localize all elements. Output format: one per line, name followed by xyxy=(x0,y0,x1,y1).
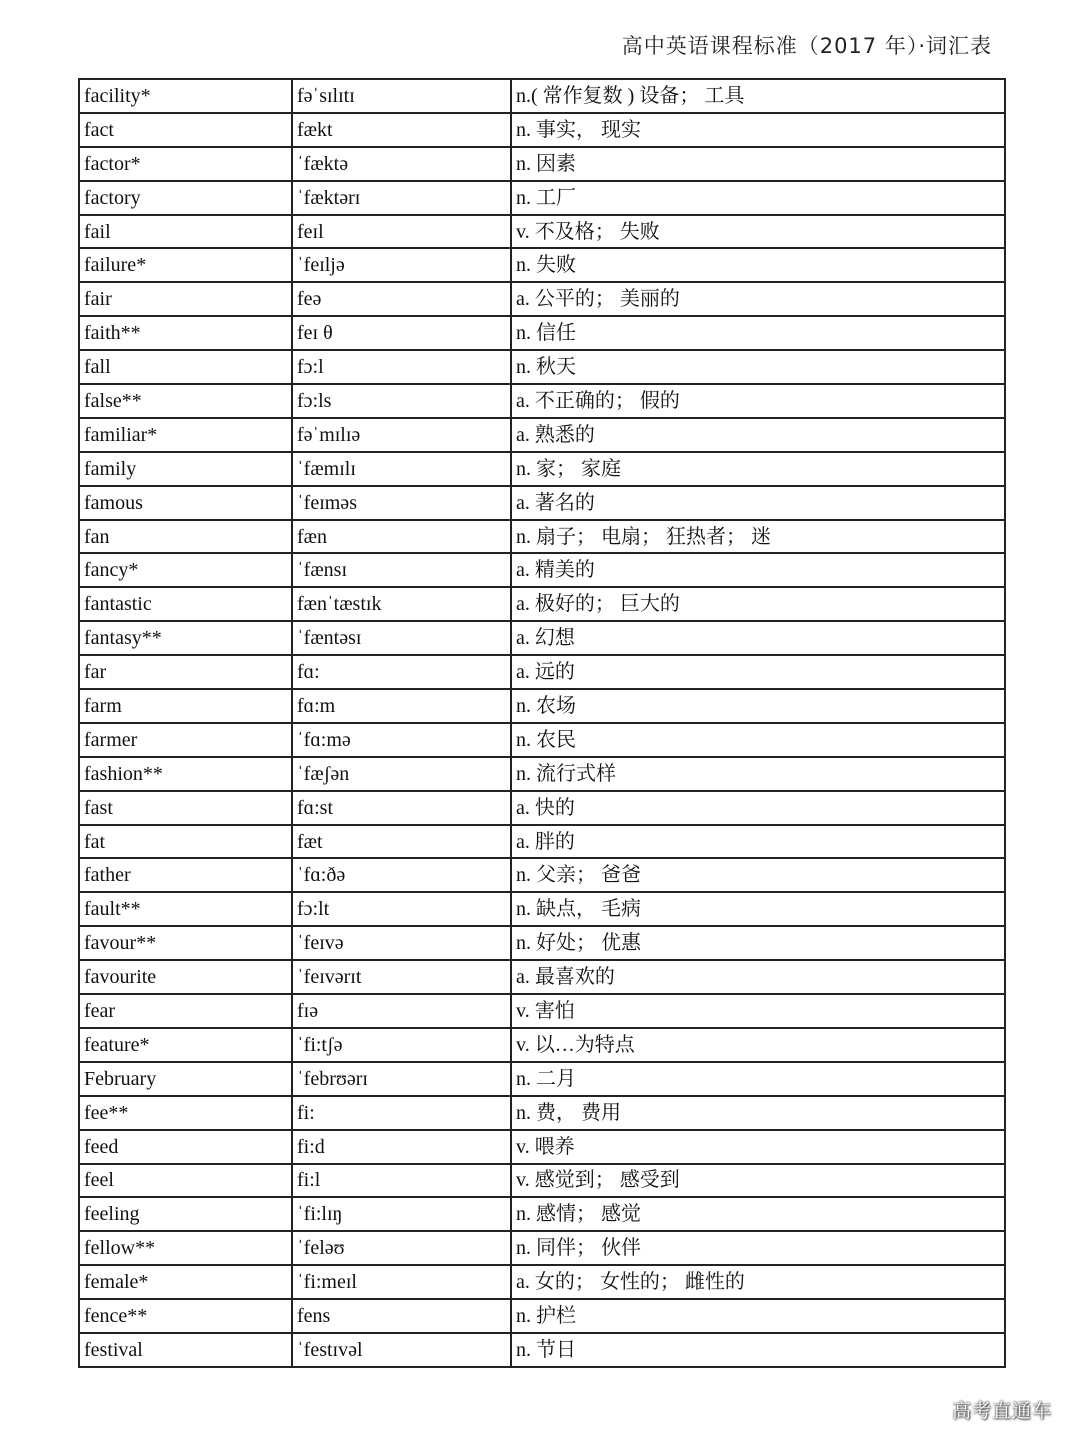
phonetic-cell: fi:l xyxy=(292,1164,511,1198)
word-cell: feed xyxy=(79,1130,292,1164)
word-cell: fact xyxy=(79,113,292,147)
phonetic-cell: ˈfæktə xyxy=(292,147,511,181)
table-row xyxy=(79,1062,1005,1096)
phonetic-cell: fæt xyxy=(292,825,511,859)
meaning-cell: n. 节日 xyxy=(511,1333,1005,1367)
phonetic-cell: ˈfestɪvəl xyxy=(292,1333,511,1367)
table-row xyxy=(79,553,1005,587)
table-row xyxy=(79,147,1005,181)
watermark-text: 高考直通车 xyxy=(951,1400,1052,1422)
phonetic-cell: fi:d xyxy=(292,1130,511,1164)
word-cell: far xyxy=(79,655,292,689)
meaning-cell: n. 好处； 优惠 xyxy=(511,926,1005,960)
phonetic-cell: feɪl xyxy=(292,215,511,249)
phonetic-cell: fɔ:l xyxy=(292,350,511,384)
word-cell: feeling xyxy=(79,1197,292,1231)
word-cell: factor* xyxy=(79,147,292,181)
table-row xyxy=(79,215,1005,249)
meaning-cell: n. 护栏 xyxy=(511,1299,1005,1333)
meaning-cell: a. 胖的 xyxy=(511,825,1005,859)
table-row xyxy=(79,350,1005,384)
phonetic-cell: ˈfi:lɪŋ xyxy=(292,1197,511,1231)
word-cell: fantastic xyxy=(79,587,292,621)
word-cell: feature* xyxy=(79,1028,292,1062)
table-row xyxy=(79,994,1005,1028)
table-row xyxy=(79,1265,1005,1299)
table-row xyxy=(79,418,1005,452)
meaning-cell: n. 家； 家庭 xyxy=(511,452,1005,486)
phonetic-cell: fæn xyxy=(292,520,511,554)
phonetic-cell: ˈfæktərɪ xyxy=(292,181,511,215)
meaning-cell: n. 费， 费用 xyxy=(511,1096,1005,1130)
meaning-cell: a. 女的； 女性的； 雌性的 xyxy=(511,1265,1005,1299)
meaning-cell: a. 快的 xyxy=(511,791,1005,825)
word-cell: fast xyxy=(79,791,292,825)
meaning-cell: a. 著名的 xyxy=(511,486,1005,520)
word-cell: fancy* xyxy=(79,553,292,587)
table-row xyxy=(79,960,1005,994)
phonetic-cell: fɑ:st xyxy=(292,791,511,825)
meaning-cell: n. 同伴； 伙伴 xyxy=(511,1231,1005,1265)
word-cell: February xyxy=(79,1062,292,1096)
meaning-cell: n. 感情； 感觉 xyxy=(511,1197,1005,1231)
meaning-cell: n. 因素 xyxy=(511,147,1005,181)
vocabulary-table-body xyxy=(79,79,1005,1367)
table-row xyxy=(79,723,1005,757)
table-row xyxy=(79,1197,1005,1231)
word-cell: facility* xyxy=(79,79,292,113)
phonetic-cell: fəˈmɪlɪə xyxy=(292,418,511,452)
meaning-cell: n. 农场 xyxy=(511,689,1005,723)
word-cell: faith** xyxy=(79,316,292,350)
phonetic-cell: fækt xyxy=(292,113,511,147)
table-row xyxy=(79,1299,1005,1333)
phonetic-cell: fɔ:ls xyxy=(292,384,511,418)
word-cell: fail xyxy=(79,215,292,249)
word-cell: festival xyxy=(79,1333,292,1367)
meaning-cell: v. 以…为特点 xyxy=(511,1028,1005,1062)
word-cell: factory xyxy=(79,181,292,215)
table-row xyxy=(79,520,1005,554)
meaning-cell: n. 农民 xyxy=(511,723,1005,757)
phonetic-cell: ˈfebrʊərɪ xyxy=(292,1062,511,1096)
word-cell: fence** xyxy=(79,1299,292,1333)
table-row xyxy=(79,791,1005,825)
phonetic-cell: ˈfæmɪlɪ xyxy=(292,452,511,486)
word-cell: fear xyxy=(79,994,292,1028)
word-cell: family xyxy=(79,452,292,486)
table-row xyxy=(79,452,1005,486)
table-row xyxy=(79,181,1005,215)
meaning-cell: a. 极好的； 巨大的 xyxy=(511,587,1005,621)
word-cell: fault** xyxy=(79,892,292,926)
table-row xyxy=(79,282,1005,316)
phonetic-cell: fɔ:lt xyxy=(292,892,511,926)
phonetic-cell: ˈfeɪvərɪt xyxy=(292,960,511,994)
word-cell: farm xyxy=(79,689,292,723)
meaning-cell: n. 失败 xyxy=(511,248,1005,282)
table-row xyxy=(79,757,1005,791)
word-cell: famous xyxy=(79,486,292,520)
phonetic-cell: ˈfeləʊ xyxy=(292,1231,511,1265)
word-cell: fan xyxy=(79,520,292,554)
word-cell: favourite xyxy=(79,960,292,994)
meaning-cell: v. 感觉到； 感受到 xyxy=(511,1164,1005,1198)
table-row xyxy=(79,1164,1005,1198)
phonetic-cell: ˈfeɪljə xyxy=(292,248,511,282)
table-row xyxy=(79,79,1005,113)
phonetic-cell: fænˈtæstɪk xyxy=(292,587,511,621)
phonetic-cell: ˈfi:tʃə xyxy=(292,1028,511,1062)
table-row xyxy=(79,689,1005,723)
phonetic-cell: ˈfæʃən xyxy=(292,757,511,791)
table-row xyxy=(79,825,1005,859)
phonetic-cell: ˈfi:meɪl xyxy=(292,1265,511,1299)
table-row xyxy=(79,486,1005,520)
word-cell: female* xyxy=(79,1265,292,1299)
phonetic-cell: fɪə xyxy=(292,994,511,1028)
meaning-cell: n. 扇子； 电扇； 狂热者； 迷 xyxy=(511,520,1005,554)
word-cell: familiar* xyxy=(79,418,292,452)
page-header-title: 高中英语课程标准（2017 年）·词汇表 xyxy=(621,34,992,58)
table-row xyxy=(79,1028,1005,1062)
phonetic-cell: fi: xyxy=(292,1096,511,1130)
phonetic-cell: fɑ:m xyxy=(292,689,511,723)
word-cell: fall xyxy=(79,350,292,384)
word-cell: fat xyxy=(79,825,292,859)
table-row xyxy=(79,384,1005,418)
word-cell: farmer xyxy=(79,723,292,757)
table-row xyxy=(79,655,1005,689)
word-cell: failure* xyxy=(79,248,292,282)
phonetic-cell: feə xyxy=(292,282,511,316)
phonetic-cell: feɪ θ xyxy=(292,316,511,350)
word-cell: feel xyxy=(79,1164,292,1198)
phonetic-cell: fəˈsɪlɪtɪ xyxy=(292,79,511,113)
phonetic-cell: ˈfeɪməs xyxy=(292,486,511,520)
table-row xyxy=(79,858,1005,892)
meaning-cell: a. 远的 xyxy=(511,655,1005,689)
phonetic-cell: ˈfɑ:ðə xyxy=(292,858,511,892)
table-row xyxy=(79,1096,1005,1130)
meaning-cell: a. 最喜欢的 xyxy=(511,960,1005,994)
meaning-cell: n. 信任 xyxy=(511,316,1005,350)
meaning-cell: n.( 常作复数 ) 设备； 工具 xyxy=(511,79,1005,113)
vocabulary-table xyxy=(78,78,1006,1368)
word-cell: father xyxy=(79,858,292,892)
word-cell: false** xyxy=(79,384,292,418)
table-row xyxy=(79,316,1005,350)
word-cell: fee** xyxy=(79,1096,292,1130)
meaning-cell: n. 事实， 现实 xyxy=(511,113,1005,147)
phonetic-cell: ˈfæntəsɪ xyxy=(292,621,511,655)
phonetic-cell: ˈfeɪvə xyxy=(292,926,511,960)
table-row xyxy=(79,892,1005,926)
meaning-cell: n. 二月 xyxy=(511,1062,1005,1096)
phonetic-cell: fens xyxy=(292,1299,511,1333)
meaning-cell: n. 流行式样 xyxy=(511,757,1005,791)
table-row xyxy=(79,926,1005,960)
word-cell: fellow** xyxy=(79,1231,292,1265)
table-row xyxy=(79,621,1005,655)
meaning-cell: a. 精美的 xyxy=(511,553,1005,587)
word-cell: fair xyxy=(79,282,292,316)
phonetic-cell: ˈfænsɪ xyxy=(292,553,511,587)
meaning-cell: v. 不及格； 失败 xyxy=(511,215,1005,249)
phonetic-cell: ˈfɑ:mə xyxy=(292,723,511,757)
word-cell: fashion** xyxy=(79,757,292,791)
table-row xyxy=(79,587,1005,621)
meaning-cell: a. 不正确的； 假的 xyxy=(511,384,1005,418)
word-cell: fantasy** xyxy=(79,621,292,655)
meaning-cell: a. 公平的； 美丽的 xyxy=(511,282,1005,316)
meaning-cell: a. 幻想 xyxy=(511,621,1005,655)
meaning-cell: n. 父亲； 爸爸 xyxy=(511,858,1005,892)
meaning-cell: n. 秋天 xyxy=(511,350,1005,384)
table-row xyxy=(79,248,1005,282)
table-row xyxy=(79,1333,1005,1367)
table-row xyxy=(79,1231,1005,1265)
meaning-cell: v. 害怕 xyxy=(511,994,1005,1028)
phonetic-cell: fɑ: xyxy=(292,655,511,689)
word-cell: favour** xyxy=(79,926,292,960)
meaning-cell: v. 喂养 xyxy=(511,1130,1005,1164)
table-row xyxy=(79,113,1005,147)
meaning-cell: a. 熟悉的 xyxy=(511,418,1005,452)
table-row xyxy=(79,1130,1005,1164)
meaning-cell: n. 工厂 xyxy=(511,181,1005,215)
meaning-cell: n. 缺点， 毛病 xyxy=(511,892,1005,926)
